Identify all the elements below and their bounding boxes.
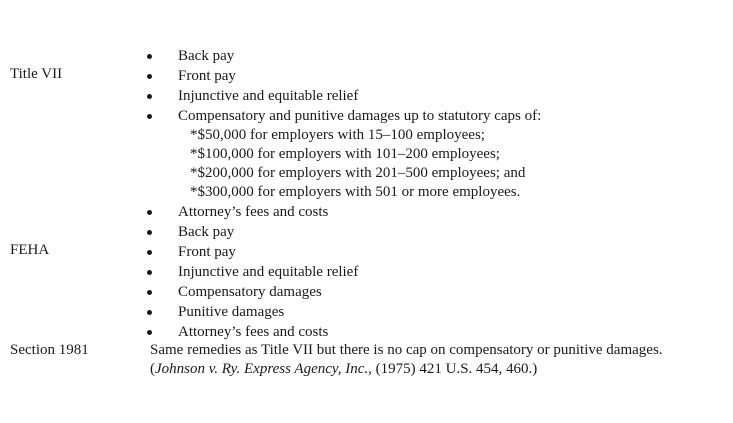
remedy-item: Front pay xyxy=(178,244,236,260)
bullet-icon xyxy=(147,114,152,119)
remedy-item: Back pay xyxy=(178,224,235,240)
remedy-item: Injunctive and equitable relief xyxy=(178,264,359,280)
section-1981-text: Same remedies as Title VII but there is no cap on compensatory or punitive damages. xyxy=(150,342,663,358)
bullet-icon xyxy=(147,94,152,99)
row-label-title-vii: Title VII xyxy=(10,66,63,82)
citation-open: ( xyxy=(150,361,155,377)
remedy-item: Compensatory and punitive damages up to statutory caps of: xyxy=(178,108,542,124)
bullet-icon xyxy=(147,74,152,79)
row-label-section-1981: Section 1981 xyxy=(10,342,89,358)
cap-item: *$100,000 for employers with 101–200 employees; xyxy=(190,146,500,162)
cap-item: *$200,000 for employers with 201–500 employees; and xyxy=(190,165,526,181)
row-label-feha: FEHA xyxy=(10,242,50,258)
cap-item: *$50,000 for employers with 15–100 employees; xyxy=(190,127,485,143)
remedy-item: Back pay xyxy=(178,48,235,64)
bullet-icon xyxy=(147,270,152,275)
bullet-icon xyxy=(147,210,152,215)
cap-item: *$300,000 for employers with 501 or more employees. xyxy=(190,184,521,200)
remedy-item: Attorney’s fees and costs xyxy=(178,324,329,340)
remedy-item: Front pay xyxy=(178,68,236,84)
remedy-item: Punitive damages xyxy=(178,304,285,320)
citation-case-name: Johnson v. Ry. Express Agency, Inc. xyxy=(155,361,369,377)
bullet-icon xyxy=(147,250,152,255)
bullet-icon xyxy=(147,330,152,335)
remedy-item: Injunctive and equitable relief xyxy=(178,88,359,104)
bullet-icon xyxy=(147,290,152,295)
remedy-item: Attorney’s fees and costs xyxy=(178,204,329,220)
bullet-icon xyxy=(147,54,152,59)
bullet-icon xyxy=(147,230,152,235)
bullet-icon xyxy=(147,310,152,315)
remedy-item: Compensatory damages xyxy=(178,284,322,300)
section-1981-citation xyxy=(150,359,537,379)
citation-reporter: , (1975) 421 U.S. 454, 460.) xyxy=(368,361,538,377)
